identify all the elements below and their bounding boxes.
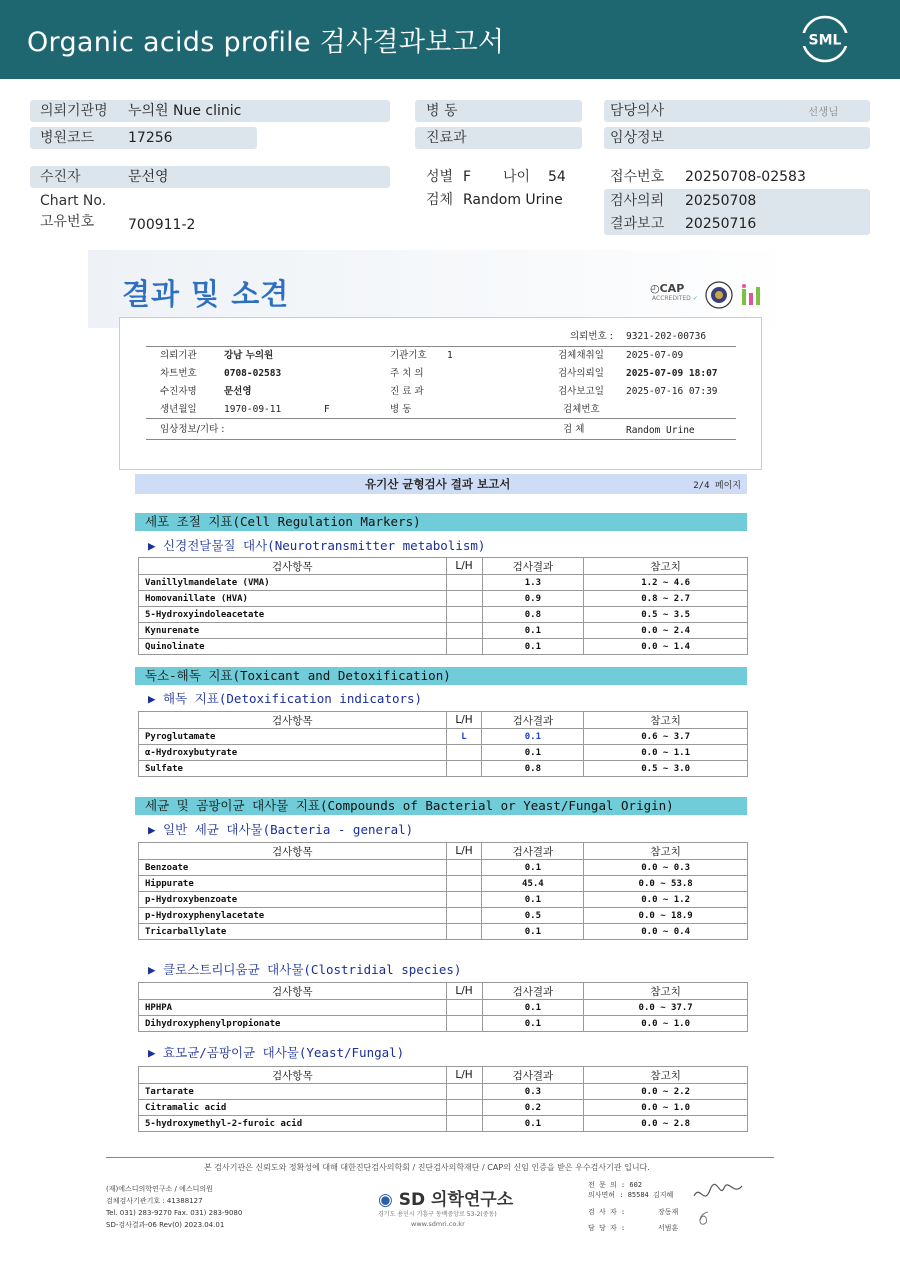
- info-v2: 1: [447, 350, 453, 361]
- col-item-header: 검사항목: [139, 843, 447, 860]
- test-item: Sulfate: [139, 761, 447, 777]
- test-result: 0.1: [482, 860, 584, 876]
- table-row: [139, 591, 748, 607]
- subsection-clostridial: ▶ 클로스트리디움균 대사물(Clostridial species): [148, 962, 462, 977]
- reference-range: 0.8 ~ 2.7: [584, 591, 748, 607]
- lh-flag: [446, 1000, 482, 1016]
- test-result: 0.1: [482, 745, 584, 761]
- table-row: [139, 729, 748, 745]
- test-result: 1.3: [482, 575, 584, 591]
- table-row: [139, 1016, 748, 1032]
- col-result-header: 검사결과: [482, 843, 584, 860]
- sml-logo-icon: [800, 14, 850, 64]
- info-l3: 검사의뢰일: [558, 368, 604, 379]
- lh-flag: [446, 623, 482, 639]
- col-item-header: 검사항목: [139, 712, 447, 729]
- info-l1: 차트번호: [160, 368, 197, 379]
- info-l1: 수진자명: [160, 386, 197, 397]
- footer-manager-label: 담 당 자 :: [588, 1224, 626, 1232]
- report-date-label: 결과보고: [610, 216, 665, 232]
- lh-flag: [446, 860, 482, 876]
- col-lh-header: L/H: [446, 1067, 482, 1084]
- info-l3: 검체번호: [563, 404, 600, 415]
- info-v3: 2025-07-09 18:07: [626, 368, 718, 379]
- hospital-code-value: 17256: [128, 130, 173, 146]
- info-l2: 주 치 의: [390, 368, 424, 379]
- footer-note: 본 검사기관은 신뢰도와 정확성에 대해 대한진단검사의학회 / 진단검사의학재단 / CAP의 신임 인증을 받은 우수검사기관 입니다.: [204, 1163, 650, 1172]
- test-item: 5-Hydroxyindoleacetate: [139, 607, 447, 623]
- cap-icon: ◴: [650, 282, 660, 295]
- receipt-value: 20250708-02583: [685, 169, 806, 185]
- doctor-label: 담당의사: [610, 103, 665, 119]
- test-item: Pyroglutamate: [139, 729, 447, 745]
- lh-flag: [446, 1116, 482, 1132]
- col-result-header: 검사결과: [482, 983, 584, 1000]
- request-no-value: 9321-202-00736: [626, 331, 707, 342]
- reference-range: 0.0 ~ 1.0: [584, 1016, 748, 1032]
- col-result-header: 검사결과: [482, 712, 584, 729]
- col-item-header: 검사항목: [139, 983, 447, 1000]
- table-row: [139, 1084, 748, 1100]
- test-item: Kynurenate: [139, 623, 447, 639]
- test-item: Vanillylmandelate (VMA): [139, 575, 447, 591]
- lh-flag: [446, 892, 482, 908]
- reference-range: 0.0 ~ 0.4: [584, 924, 748, 940]
- sd-logo-icon: ◉: [378, 1190, 393, 1210]
- table-row: [139, 892, 748, 908]
- footer-divider: [106, 1157, 774, 1158]
- lh-flag: [446, 924, 482, 940]
- doctor-suffix: 선생님: [808, 106, 839, 118]
- reference-range: 0.5 ~ 3.0: [584, 761, 748, 777]
- section-cell-regulation: 세포 조절 지표(Cell Regulation Markers): [135, 513, 747, 531]
- info-l2: 기관기호: [390, 350, 427, 361]
- table-row: [139, 1116, 748, 1132]
- test-result: 0.1: [482, 924, 584, 940]
- sex-value: F: [463, 169, 472, 185]
- info-sex: F: [324, 404, 330, 415]
- reference-range: 0.0 ~ 1.1: [584, 745, 748, 761]
- lh-flag: [446, 575, 482, 591]
- info-l1: 의뢰기관: [160, 350, 197, 361]
- test-result: 0.1: [482, 892, 584, 908]
- lh-flag: [446, 1100, 482, 1116]
- info-l2: 병 동: [390, 404, 412, 415]
- lh-flag: [446, 607, 482, 623]
- unique-no-value: 700911-2: [128, 217, 196, 233]
- footer-tester-label: 검 사 자 :: [588, 1208, 626, 1216]
- examinee-value: 문선영: [128, 169, 169, 185]
- chart-no-label: Chart No.: [40, 193, 107, 209]
- table-row: [139, 639, 748, 655]
- reference-range: 0.0 ~ 1.0: [584, 1100, 748, 1116]
- test-item: p-Hydroxyphenylacetate: [139, 908, 447, 924]
- col-item-header: 검사항목: [139, 1067, 447, 1084]
- test-result: 0.1: [482, 1000, 584, 1016]
- table-row: [139, 1100, 748, 1116]
- col-reference-header: 참고치: [584, 712, 748, 729]
- test-result: 0.3: [482, 1084, 584, 1100]
- subsection-neurotransmitter: ▶ 신경전달물질 대사(Neurotransmitter metabolism): [148, 538, 486, 553]
- info-v1: 0708-02583: [224, 368, 282, 379]
- footer-tester-name: 장동재: [658, 1208, 679, 1216]
- col-reference-header: 참고치: [584, 558, 748, 575]
- svg-text:SML: SML: [808, 32, 842, 49]
- lh-flag: [446, 639, 482, 655]
- footer-form: SD-검사결과-06 Rev(0) 2023.04.01: [106, 1221, 225, 1229]
- footer-web: www.sdmri.co.kr: [411, 1220, 465, 1228]
- table-yeast-fungal: [138, 1066, 748, 1132]
- institution-value: 누의원 Nue clinic: [128, 103, 242, 119]
- info-specimen-label: 검 체: [563, 424, 585, 435]
- page-title: Organic acids profile 검사결과보고서: [27, 27, 505, 58]
- lh-flag: [446, 876, 482, 892]
- table-neurotransmitter: [138, 557, 748, 655]
- specimen-label: 검체: [426, 192, 454, 208]
- examinee-label: 수진자: [40, 169, 81, 185]
- reference-range: 0.0 ~ 0.3: [584, 860, 748, 876]
- table-header-row: [139, 843, 748, 860]
- table-row: [139, 575, 748, 591]
- sex-label: 성별: [426, 169, 454, 185]
- ward-label: 병 동: [426, 103, 458, 119]
- info-v1: 강남 누의원: [224, 350, 274, 361]
- table-row: [139, 761, 748, 777]
- info-clinical-label: 임상정보/기타 :: [160, 424, 225, 435]
- test-result: 0.1: [482, 1016, 584, 1032]
- table-row: [139, 745, 748, 761]
- reference-range: 0.6 ~ 3.7: [584, 729, 748, 745]
- table-row: [139, 623, 748, 639]
- col-reference-header: 참고치: [584, 843, 748, 860]
- table-row: [139, 860, 748, 876]
- result-title: 결과 및 소견: [122, 277, 290, 311]
- reference-range: 0.0 ~ 2.8: [584, 1116, 748, 1132]
- test-result: 0.8: [482, 607, 584, 623]
- table-row: [139, 924, 748, 940]
- reference-range: 0.5 ~ 3.5: [584, 607, 748, 623]
- request-label: 검사의뢰: [610, 193, 665, 209]
- department-label: 진료과: [426, 130, 467, 146]
- reference-range: 0.0 ~ 1.2: [584, 892, 748, 908]
- info-v3: 2025-07-09: [626, 350, 684, 361]
- reference-range: 0.0 ~ 18.9: [584, 908, 748, 924]
- reference-range: 1.2 ~ 4.6: [584, 575, 748, 591]
- footer-manager-name: 서범훈: [658, 1224, 679, 1232]
- report-title-bar: [135, 474, 747, 494]
- info-v1: 1970-09-11: [224, 404, 282, 415]
- footer-tel: Tel. 031) 283-9270 Fax. 031) 283-9080: [106, 1209, 243, 1217]
- footer-specialist: 전 문 의 : 602: [588, 1181, 643, 1189]
- test-result: 0.5: [482, 908, 584, 924]
- lab-logo-icon: [740, 283, 764, 307]
- reference-range: 0.0 ~ 53.8: [584, 876, 748, 892]
- test-item: Homovanillate (HVA): [139, 591, 447, 607]
- report-date-value: 20250716: [685, 216, 757, 232]
- info-v3: 2025-07-16 07:39: [626, 386, 718, 397]
- col-lh-header: L/H: [446, 983, 482, 1000]
- age-label: 나이: [503, 169, 531, 185]
- table-row: [139, 607, 748, 623]
- reference-range: 0.0 ~ 2.4: [584, 623, 748, 639]
- table-clostridial: [138, 982, 748, 1032]
- test-result: 0.1: [482, 729, 584, 745]
- test-item: Hippurate: [139, 876, 447, 892]
- col-lh-header: L/H: [446, 843, 482, 860]
- section-bacterial-fungal: 세균 및 곰팡이균 대사물 지표(Compounds of Bacterial or Yeast/Fungal Origin): [135, 797, 747, 815]
- test-result: 0.9: [482, 591, 584, 607]
- test-item: α-Hydroxybutyrate: [139, 745, 447, 761]
- lh-flag: [446, 745, 482, 761]
- signature-icon: [690, 1176, 746, 1228]
- reference-range: 0.0 ~ 2.2: [584, 1084, 748, 1100]
- test-item: Citramalic acid: [139, 1100, 447, 1116]
- test-result: 0.1: [482, 1116, 584, 1132]
- subsection-bacteria-general: ▶ 일반 세균 대사물(Bacteria - general): [148, 822, 414, 837]
- test-item: Tartarate: [139, 1084, 447, 1100]
- footer-license: 의사면허 : 85584 김지혜: [588, 1191, 674, 1199]
- reference-range: 0.0 ~ 1.4: [584, 639, 748, 655]
- col-reference-header: 참고치: [584, 983, 748, 1000]
- subsection-yeast-fungal: ▶ 효모균/곰팡이균 대사물(Yeast/Fungal): [148, 1045, 405, 1060]
- page-header: [0, 0, 900, 79]
- footer-code: 검체검사기관기호 : 41388127: [106, 1197, 203, 1205]
- lh-flag: [446, 908, 482, 924]
- reference-range: 0.0 ~ 37.7: [584, 1000, 748, 1016]
- unique-no-label: 고유번호: [40, 214, 95, 230]
- test-result: 0.2: [482, 1100, 584, 1116]
- table-header-row: [139, 983, 748, 1000]
- footer-org: (재)에스디의학연구소 / 에스디의원: [106, 1185, 213, 1193]
- test-result: 0.8: [482, 761, 584, 777]
- test-item: HPHPA: [139, 1000, 447, 1016]
- col-lh-header: L/H: [446, 558, 482, 575]
- age-value: 54: [548, 169, 566, 185]
- table-bacteria-general: [138, 842, 748, 940]
- test-item: Benzoate: [139, 860, 447, 876]
- hospital-code-label: 병원코드: [40, 130, 95, 146]
- col-result-header: 검사결과: [482, 558, 584, 575]
- section-toxicant: 독소-해독 지표(Toxicant and Detoxification): [135, 667, 747, 685]
- test-item: 5-hydroxymethyl-2-furoic acid: [139, 1116, 447, 1132]
- test-item: Dihydroxyphenylpropionate: [139, 1016, 447, 1032]
- table-header-row: [139, 1067, 748, 1084]
- test-result: 0.1: [482, 623, 584, 639]
- lh-flag: [446, 761, 482, 777]
- report-info-box: [119, 317, 762, 470]
- col-lh-header: L/H: [446, 712, 482, 729]
- info-l1: 생년월일: [160, 404, 197, 415]
- page-info: 2/4 페이지: [693, 481, 741, 491]
- lh-flag: [446, 1016, 482, 1032]
- report-title: 유기산 균형검사 결과 보고서: [365, 477, 511, 491]
- specimen-value: Random Urine: [463, 192, 563, 208]
- test-item: Tricarballylate: [139, 924, 447, 940]
- receipt-label: 접수번호: [610, 169, 665, 185]
- examinee-row-bg: [30, 166, 390, 188]
- table-row: [139, 1000, 748, 1016]
- table-row: [139, 876, 748, 892]
- clinical-label: 임상정보: [610, 130, 665, 146]
- footer-address: 경기도 용인시 기흥구 동백중앙로 53-2(중동): [378, 1211, 497, 1218]
- seal-icon: [705, 281, 733, 309]
- institution-label: 의뢰기관명: [40, 103, 108, 119]
- test-item: Quinolinate: [139, 639, 447, 655]
- test-item: p-Hydroxybenzoate: [139, 892, 447, 908]
- info-l3: 검사보고일: [558, 386, 604, 397]
- lh-flag: L: [446, 729, 482, 745]
- col-item-header: 검사항목: [139, 558, 447, 575]
- request-value: 20250708: [685, 193, 757, 209]
- col-result-header: 검사결과: [482, 1067, 584, 1084]
- lh-flag: [446, 1084, 482, 1100]
- test-result: 45.4: [482, 876, 584, 892]
- info-l3: 검체채취일: [558, 350, 604, 361]
- table-header-row: [139, 558, 748, 575]
- subsection-detoxification: ▶ 해독 지표(Detoxification indicators): [148, 691, 423, 706]
- info-l2: 진 료 과: [390, 386, 424, 397]
- col-reference-header: 참고치: [584, 1067, 748, 1084]
- test-result: 0.1: [482, 639, 584, 655]
- request-no-label: 의뢰번호 :: [570, 331, 613, 342]
- table-header-row: [139, 712, 748, 729]
- cap-cert: ◴CAP ACCREDITED ✓: [650, 282, 698, 302]
- info-v1: 문선영: [224, 386, 252, 397]
- table-row: [139, 908, 748, 924]
- info-specimen-value: Random Urine: [626, 425, 695, 436]
- table-detoxification: [138, 711, 748, 777]
- lh-flag: [446, 591, 482, 607]
- footer-brand: ◉ SD 의학연구소: [378, 1190, 514, 1210]
